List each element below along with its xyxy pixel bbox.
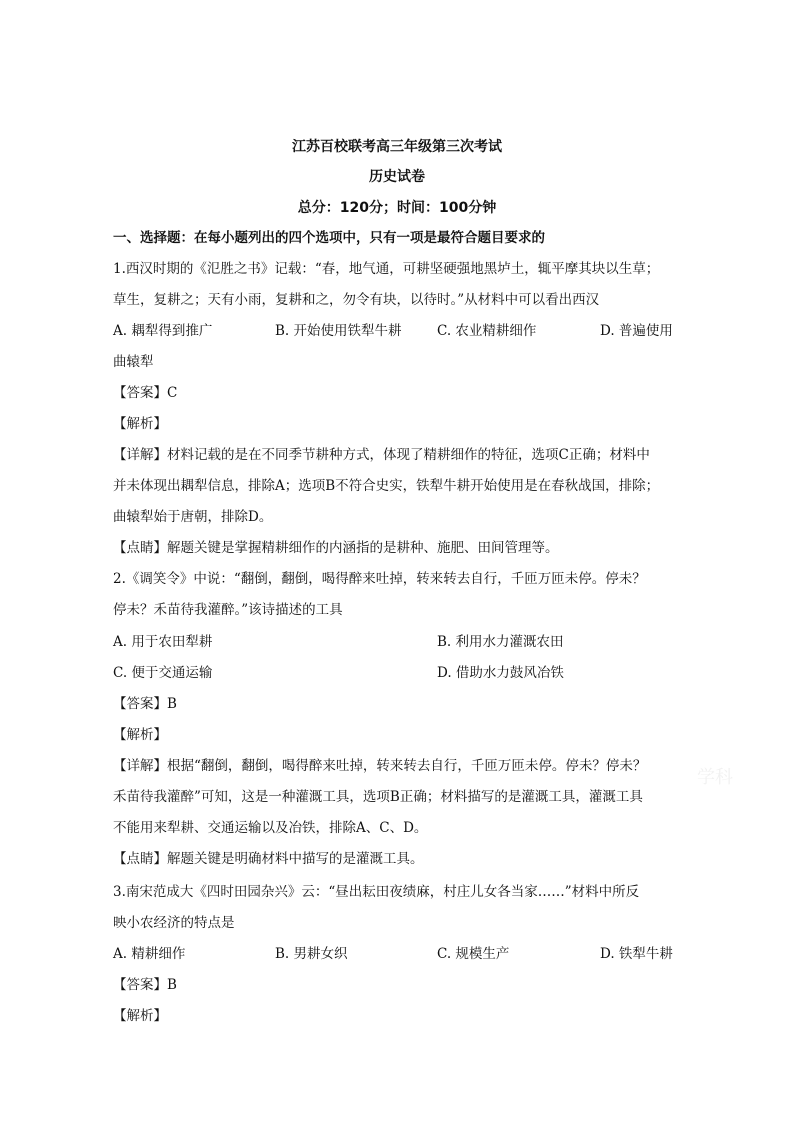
- exam-meta: 总分：120分；时间：100分钟: [297, 200, 497, 216]
- q2-stem-line1: 2.《调笑令》中说：“翻倒，翻倒，喝得醉来吐掉，转来转去自行，千匝万匝未停。停未？: [113, 571, 646, 587]
- q1-stem-line2: 草生，复耕之；天有小雨，复耕和之，勿令有块，以待时。”从材料中可以看出西汉: [113, 292, 600, 308]
- q1-option-a: A. 耦犁得到推广: [113, 323, 213, 339]
- q3-stem-line1: 3.南宋范成大《四时田园杂兴》云：“昼出耘田夜绩麻，村庄儿女各当家……”材料中所反: [113, 884, 640, 900]
- q3-option-a: A. 精耕细作: [113, 946, 186, 962]
- q1-detail-line2: 并未体现出耦犁信息，排除A；选项B不符合史实，铁犁牛耕开始使用是在春秋战国，排除；: [113, 478, 660, 494]
- q3-analysis-label: 【解析】: [113, 1008, 167, 1024]
- q1-option-b: B. 开始使用铁犁牛耕: [275, 323, 402, 339]
- q1-answer: 【答案】C: [113, 385, 178, 401]
- q3-answer: 【答案】B: [113, 977, 177, 993]
- q2-option-b: B. 利用水力灌溉农田: [437, 634, 564, 650]
- q2-option-a: A. 用于农田犁耕: [113, 634, 213, 650]
- q2-answer: 【答案】B: [113, 696, 177, 712]
- section-heading: 一、选择题：在每小题列出的四个选项中，只有一项是最符合题目要求的: [113, 230, 545, 246]
- q1-tip: 【点睛】解题关键是掌握精耕细作的内涵指的是耕种、施肥、田间管理等。: [113, 540, 559, 556]
- q1-detail-line3: 曲辕犁始于唐朝，排除D。: [113, 509, 273, 525]
- watermark: 学科: [697, 767, 733, 788]
- q3-option-c: C. 规模生产: [437, 946, 510, 962]
- q2-tip: 【点睛】解题关键是明确材料中描写的是灌溉工具。: [113, 851, 424, 867]
- q1-option-d-cont: 曲辕犁: [113, 354, 154, 370]
- q2-detail-line2: 禾苗待我灌醉”可知，这是一种灌溉工具，选项B正确；材料描写的是灌溉工具，灌溉工具: [113, 789, 643, 805]
- q2-option-c: C. 便于交通运输: [113, 665, 213, 681]
- q2-option-d: D. 借助水力鼓风冶铁: [437, 665, 564, 681]
- q3-option-d: D. 铁犁牛耕: [600, 946, 673, 962]
- q3-stem-line2: 映小农经济的特点是: [113, 915, 235, 931]
- q2-detail-line1: 【详解】根据“翻倒，翻倒，喝得醉来吐掉，转来转去自行，千匝万匝未停。停未？停未？: [113, 758, 647, 774]
- q1-detail-line1: 【详解】材料记载的是在不同季节耕种方式，体现了精耕细作的特征，选项C正确；材料中: [113, 447, 650, 463]
- page-title: 江苏百校联考高三年级第三次考试: [292, 139, 502, 155]
- q1-option-d: D. 普遍使用: [600, 323, 673, 339]
- q1-stem-line1: 1.西汉时期的《氾胜之书》记载：“春，地气通，可耕坚硬强地黑垆土，辄平摩其块以生草；: [113, 261, 660, 277]
- q2-detail-line3: 不能用来犁耕、交通运输以及冶铁，排除A、C、D。: [113, 820, 428, 836]
- page-subtitle: 历史试卷: [369, 169, 425, 185]
- q1-option-c: C. 农业精耕细作: [437, 323, 537, 339]
- q3-option-b: B. 男耕女织: [275, 946, 348, 962]
- q2-stem-line2: 停未？禾苗待我灌醉。”该诗描述的工具: [113, 602, 343, 618]
- q2-analysis-label: 【解析】: [113, 727, 167, 743]
- q1-analysis-label: 【解析】: [113, 416, 167, 432]
